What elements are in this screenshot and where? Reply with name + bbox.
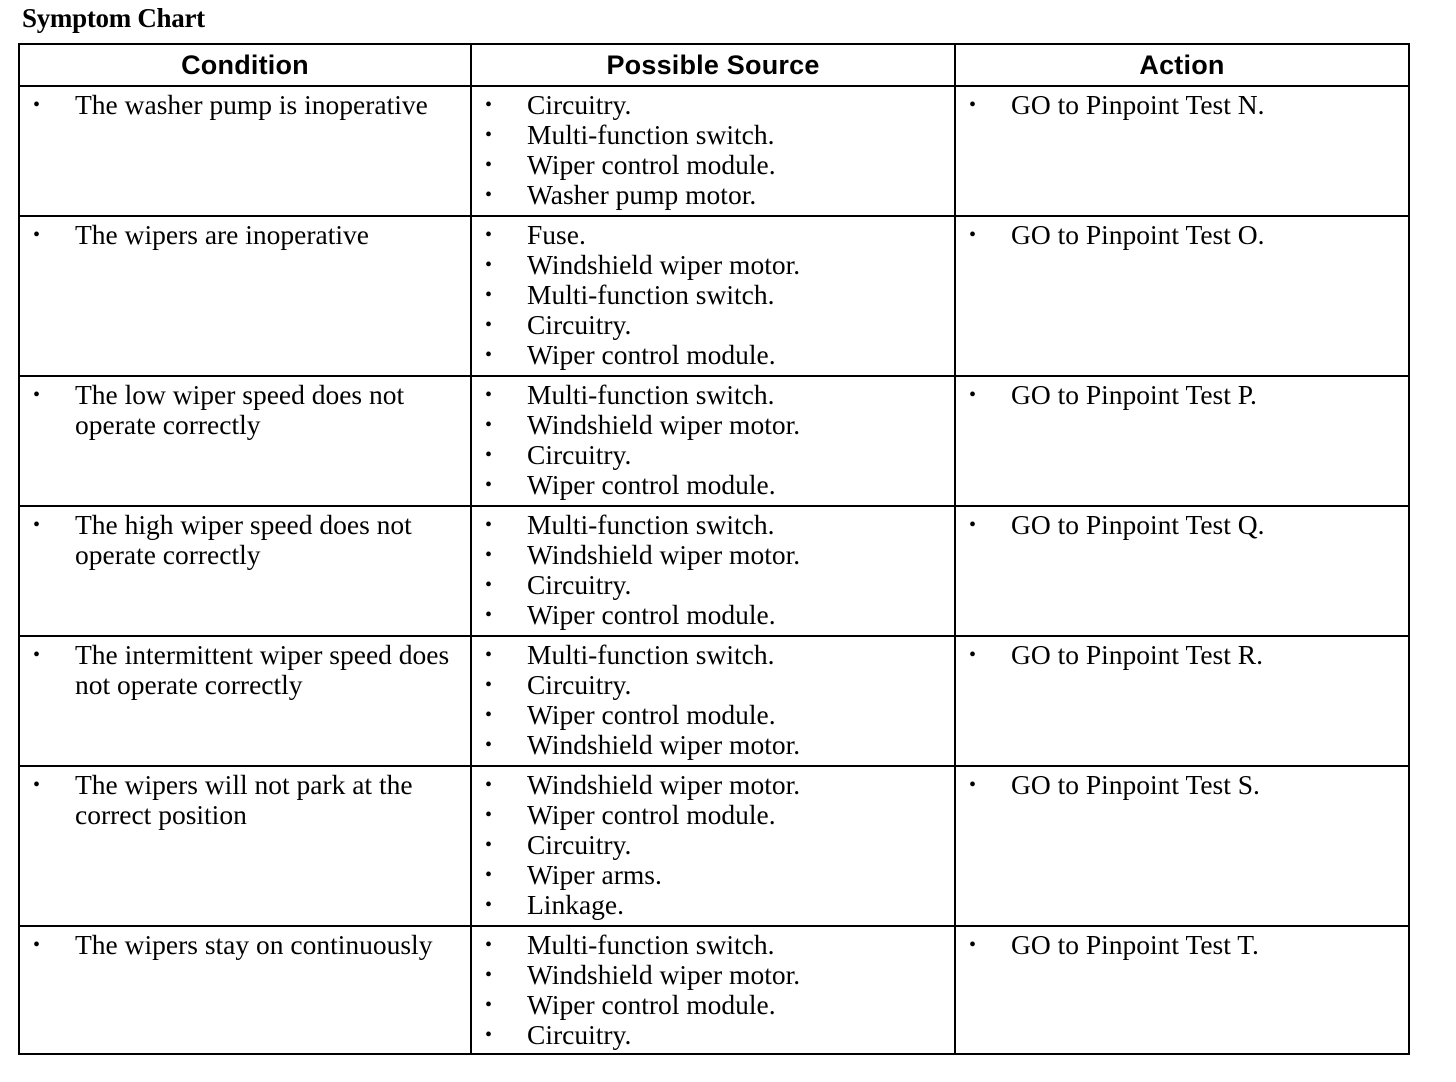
condition-cell: [19, 506, 471, 636]
action-cell: [955, 86, 1409, 216]
condition-cell: [19, 86, 471, 216]
condition-cell: [19, 636, 471, 766]
condition-cell: [19, 926, 471, 1054]
table-row: [19, 636, 1409, 766]
condition-cell: [19, 766, 471, 926]
condition-cell: [19, 376, 471, 506]
source-item: • Windshield wiper motor.: [472, 540, 954, 570]
header-action: Action: [955, 44, 1409, 86]
source-item: • Washer pump motor.: [472, 180, 954, 210]
source-item: • Wiper control module.: [472, 800, 954, 830]
table-row: [19, 926, 1409, 1054]
source-item: • Circuitry.: [472, 830, 954, 860]
possible-source-cell: [471, 376, 955, 506]
source-item: • Wiper control module.: [472, 470, 954, 500]
source-item: • Multi-function switch.: [472, 120, 954, 150]
action-cell: [955, 636, 1409, 766]
source-item: • Windshield wiper motor.: [472, 770, 954, 800]
source-item: • Windshield wiper motor.: [472, 730, 954, 760]
source-item: • Windshield wiper motor.: [472, 250, 954, 280]
header-row: [19, 44, 1409, 86]
source-item: • Circuitry.: [472, 440, 954, 470]
condition-text: • The intermittent wiper speed does not operate correctly: [20, 640, 470, 700]
table-row: [19, 376, 1409, 506]
header-possible-source: Possible Source: [471, 44, 955, 86]
action-cell: [955, 216, 1409, 376]
action-text: • GO to Pinpoint Test O.: [956, 220, 1408, 250]
page-title: Symptom Chart: [22, 3, 205, 33]
condition-text: • The high wiper speed does not operate correctly: [20, 510, 470, 570]
source-item: • Multi-function switch.: [472, 930, 954, 960]
condition-cell: [19, 216, 471, 376]
table-row: [19, 506, 1409, 636]
possible-source-cell: [471, 216, 955, 376]
source-item: • Circuitry.: [472, 310, 954, 340]
action-text: • GO to Pinpoint Test P.: [956, 380, 1408, 410]
condition-text: • The wipers stay on continuously: [20, 930, 470, 960]
possible-source-cell: [471, 506, 955, 636]
source-item: • Wiper control module.: [472, 150, 954, 180]
condition-text: • The washer pump is inoperative: [20, 90, 470, 120]
source-item: • Multi-function switch.: [472, 510, 954, 540]
source-item: • Fuse.: [472, 220, 954, 250]
condition-text: • The wipers are inoperative: [20, 220, 470, 250]
table-row: [19, 766, 1409, 926]
source-item: • Multi-function switch.: [472, 380, 954, 410]
source-item: • Windshield wiper motor.: [472, 410, 954, 440]
table-row: [19, 216, 1409, 376]
condition-text: • The low wiper speed does not operate correctly: [20, 380, 470, 440]
source-item: • Circuitry.: [472, 570, 954, 600]
action-text: • GO to Pinpoint Test R.: [956, 640, 1408, 670]
source-item: • Windshield wiper motor.: [472, 960, 954, 990]
action-text: • GO to Pinpoint Test T.: [956, 930, 1408, 960]
action-text: • GO to Pinpoint Test Q.: [956, 510, 1408, 540]
possible-source-cell: [471, 636, 955, 766]
action-cell: [955, 766, 1409, 926]
action-cell: [955, 926, 1409, 1054]
source-item: • Circuitry.: [472, 90, 954, 120]
symptom-table: [18, 43, 1410, 1055]
source-item: • Wiper arms.: [472, 860, 954, 890]
possible-source-cell: [471, 86, 955, 216]
action-text: • GO to Pinpoint Test S.: [956, 770, 1408, 800]
action-text: • GO to Pinpoint Test N.: [956, 90, 1408, 120]
source-item: • Multi-function switch.: [472, 280, 954, 310]
source-item: • Circuitry.: [472, 1020, 954, 1050]
header-condition: Condition: [19, 44, 471, 86]
source-item: • Wiper control module.: [472, 600, 954, 630]
possible-source-cell: [471, 926, 955, 1054]
source-item: • Wiper control module.: [472, 990, 954, 1020]
source-item: • Multi-function switch.: [472, 640, 954, 670]
condition-text: • The wipers will not park at the correct position: [20, 770, 470, 830]
source-item: • Wiper control module.: [472, 340, 954, 370]
source-item: • Circuitry.: [472, 670, 954, 700]
possible-source-cell: [471, 766, 955, 926]
action-cell: [955, 506, 1409, 636]
table-row: [19, 86, 1409, 216]
source-item: • Linkage.: [472, 890, 954, 920]
source-item: • Wiper control module.: [472, 700, 954, 730]
action-cell: [955, 376, 1409, 506]
